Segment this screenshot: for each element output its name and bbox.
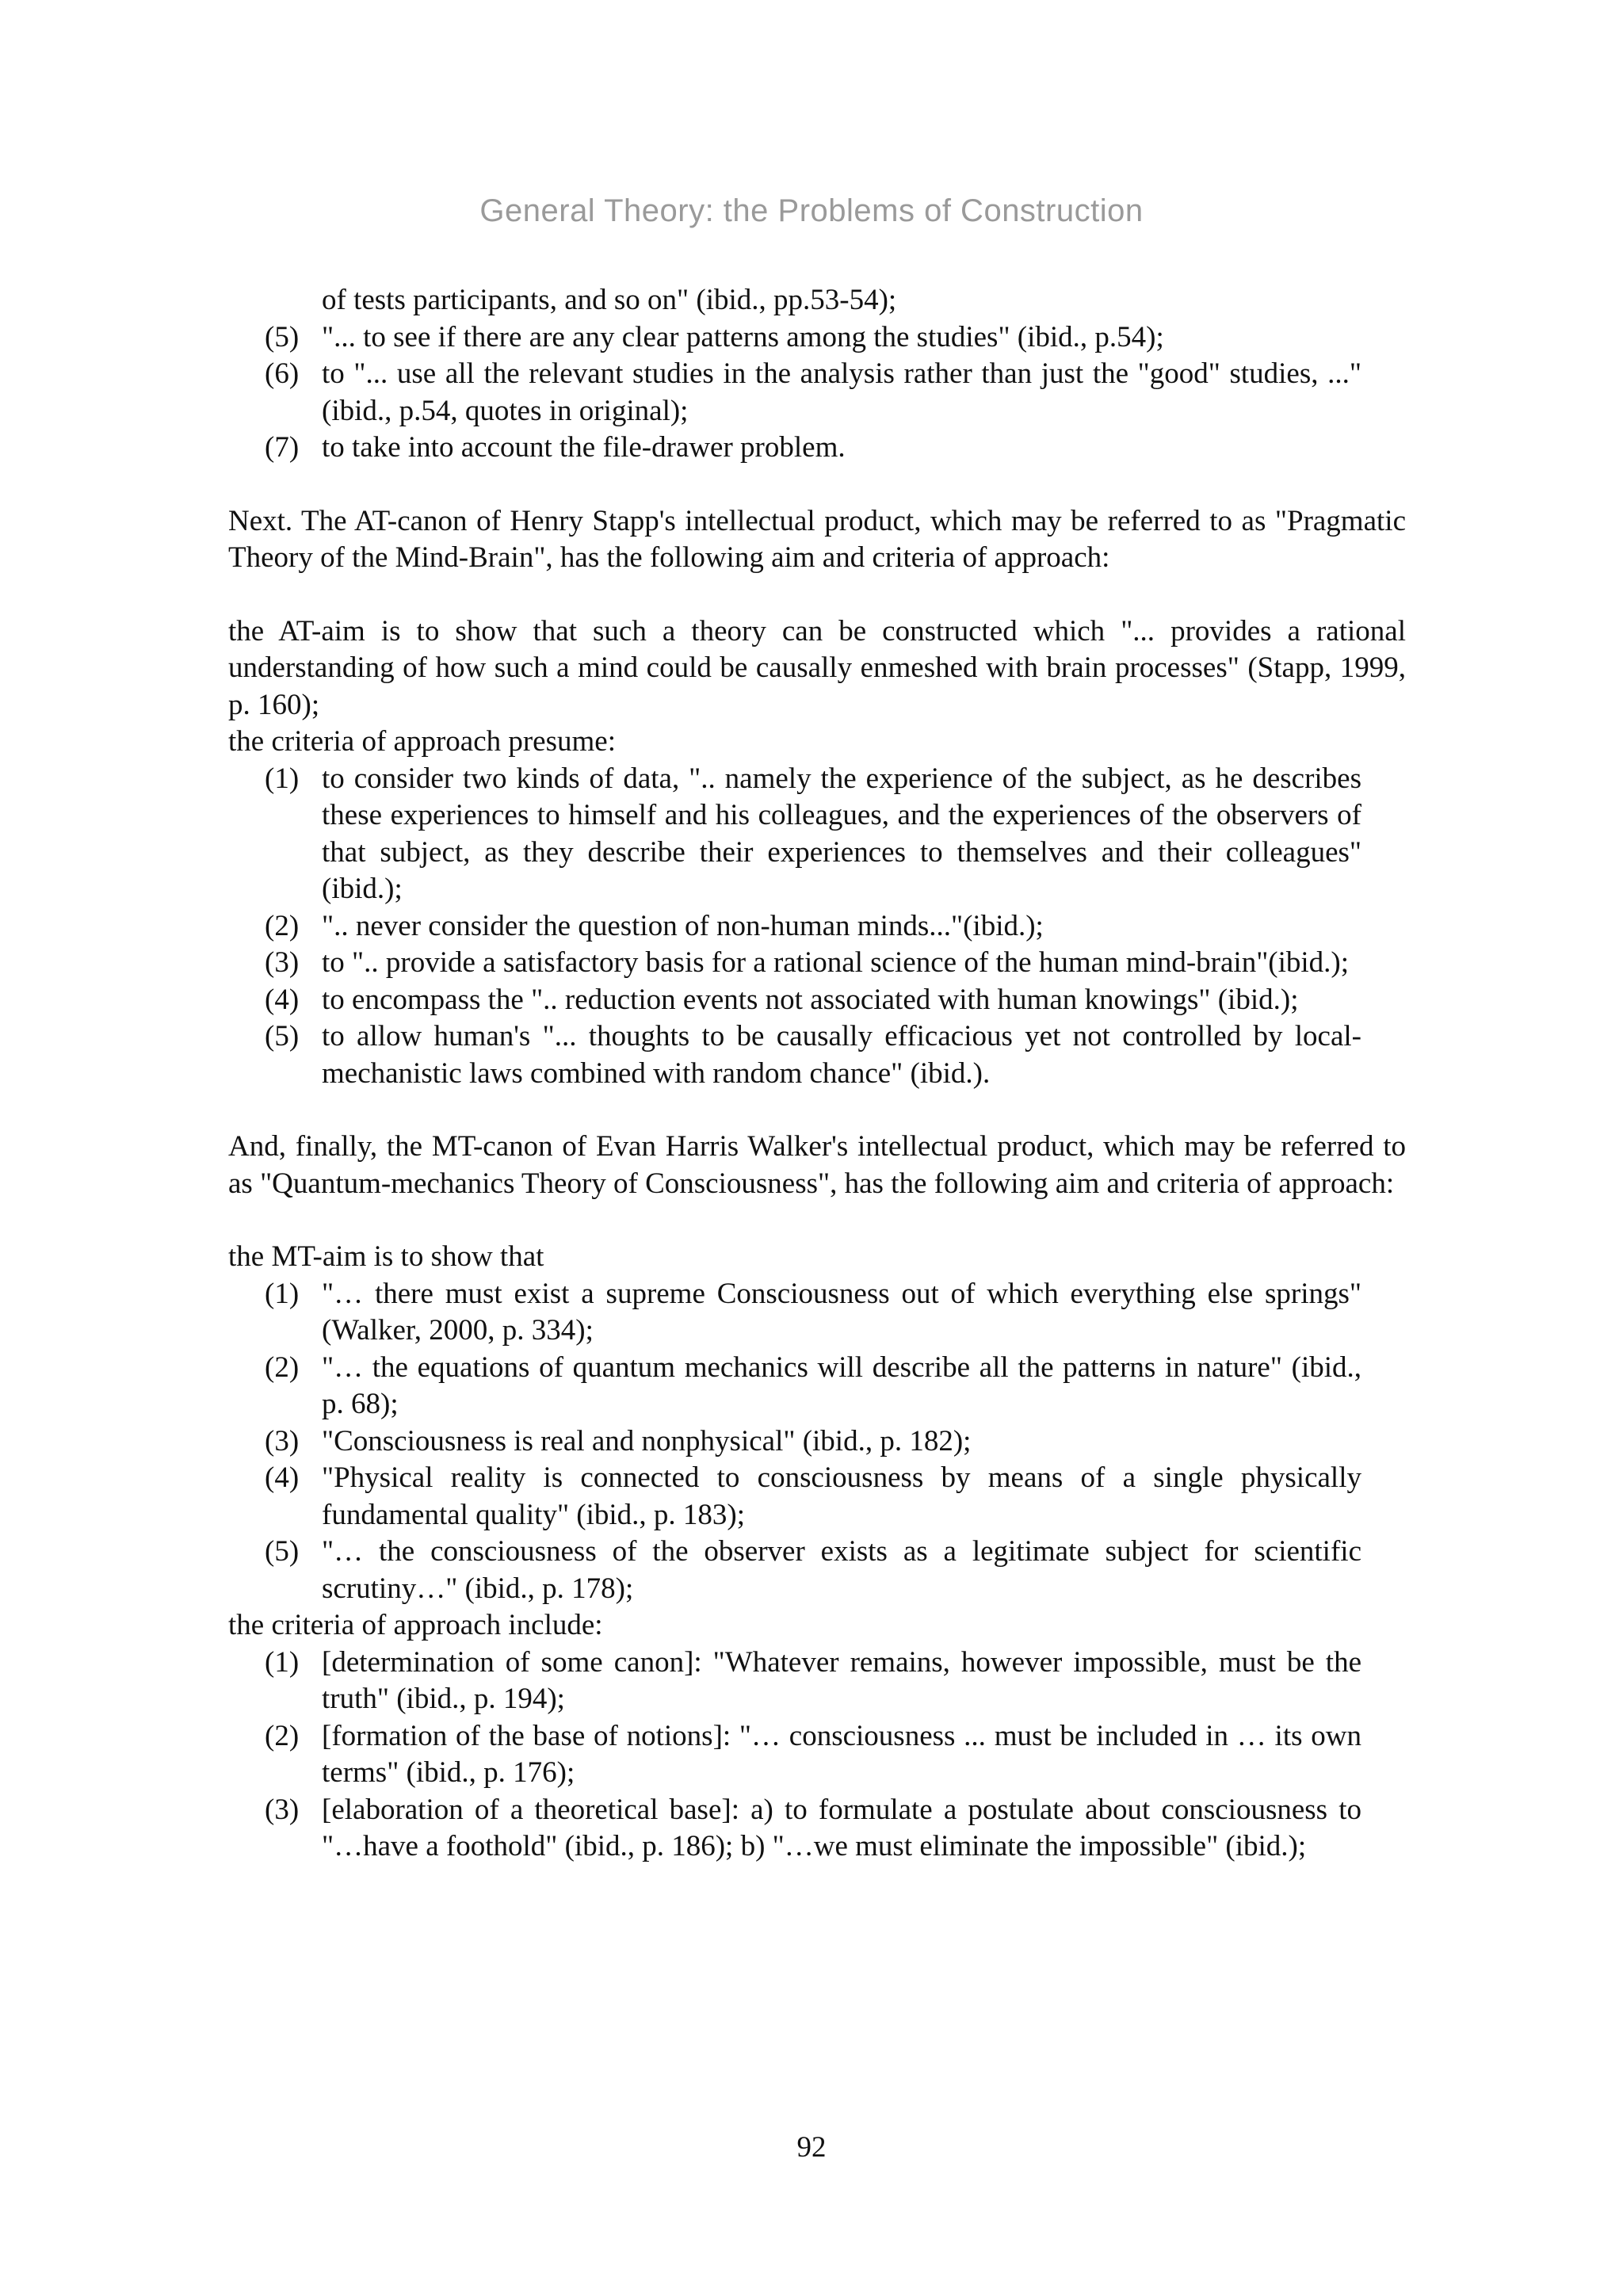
- list-text: "… the consciousness of the observer exists as a legitimate subject for scientific scrutiny…" (ibid., p. 178);: [322, 1535, 1361, 1605]
- list-item: [228, 1350, 1361, 1423]
- list-item: [228, 1534, 1361, 1607]
- list-item: [228, 1792, 1361, 1866]
- list-text: "… there must exist a supreme Consciousness out of which everything else springs" (Walker, 2000, p. 334);: [322, 1277, 1361, 1347]
- mt-aim-intro: the MT-aim is to show that: [228, 1240, 544, 1273]
- list-number: (1): [265, 1645, 300, 1679]
- list-item: [228, 761, 1361, 908]
- list-number: (4): [265, 1461, 300, 1494]
- list-text: to allow human's "... thoughts to be causally efficacious yet not controlled by local-mechanistic laws combined with random chance" (ibid.).: [322, 1020, 1361, 1090]
- paragraph-mt-canon: And, finally, the MT-canon of Evan Harris Walker's intellectual product, which may be referred to as "Quantum-mechanics Theory of Consciousness", has the following aim and criteria of approach:: [228, 1130, 1406, 1200]
- list-number: (4): [265, 983, 300, 1016]
- page-number: 92: [796, 2131, 827, 2164]
- list-number: (2): [265, 1719, 300, 1752]
- list-item: [228, 356, 1361, 430]
- list-number: (6): [265, 357, 300, 390]
- list-number: (5): [265, 1020, 300, 1052]
- list-text: to ".. provide a satisfactory basis for a rational science of the human mind-brain"(ibid.);: [322, 946, 1350, 979]
- list-text: [elaboration of a theoretical base]: a) to formulate a postulate about consciousness to "…have a foothold" (ibid., p. 186); b) "…we must eliminate the impossible" (ibid.);: [322, 1793, 1361, 1862]
- list-number: (1): [265, 1277, 300, 1310]
- list-item: [228, 319, 1361, 357]
- list-text: "Consciousness is real and nonphysical" (ibid., p. 182);: [322, 1424, 972, 1457]
- at-aim-paragraph: the AT-aim is to show that such a theory can be constructed which "... provides a rational understanding of how such a mind could be causally enmeshed with brain processes" (Stapp, 1999, p. 160);: [228, 614, 1406, 721]
- list-number: (5): [265, 320, 300, 353]
- list-item: [228, 1645, 1361, 1718]
- list-item: [228, 982, 1361, 1019]
- list-item: [228, 908, 1361, 946]
- list-item: [228, 430, 1361, 467]
- list-number: (3): [265, 946, 300, 979]
- paragraph-at-canon: Next. The AT-canon of Henry Stapp's intellectual product, which may be referred to as "Pragmatic Theory of the Mind-Brain", has the following aim and criteria of approach:: [228, 504, 1406, 574]
- list-item: [228, 1018, 1361, 1092]
- list-item: [228, 1718, 1361, 1792]
- running-header: General Theory: the Problems of Construction: [479, 193, 1144, 228]
- list-text: to consider two kinds of data, ".. namely the experience of the subject, as he describes these experiences to himself and his colleagues, and the experiences of the observers of that subject, as they describe their experiences to themselves and their colleagues"(ibid.);: [322, 762, 1361, 905]
- list-text: to "... use all the relevant studies in the analysis rather than just the "good" studies, ..." (ibid., p.54, quotes in original);: [322, 357, 1361, 427]
- list-text: "Physical reality is connected to consciousness by means of a single physically fundamental quality" (ibid., p. 183);: [322, 1461, 1361, 1531]
- criteria-intro: the criteria of approach include:: [228, 1609, 603, 1641]
- list-text: to encompass the ".. reduction events not associated with human knowings" (ibid.);: [322, 983, 1299, 1016]
- list-item: [228, 1423, 1361, 1461]
- list-number: (5): [265, 1535, 300, 1568]
- list-number: (3): [265, 1793, 300, 1826]
- list-item: [228, 1276, 1361, 1350]
- criteria-intro: the criteria of approach presume:: [228, 725, 616, 758]
- list-text: to take into account the file-drawer problem.: [322, 431, 846, 464]
- page-body: [228, 282, 1406, 1866]
- list-number: (2): [265, 909, 300, 942]
- list-number: (3): [265, 1424, 300, 1457]
- list-item: [228, 945, 1361, 982]
- list-text: "... to see if there are any clear patterns among the studies" (ibid., p.54);: [322, 320, 1164, 353]
- list-number: (2): [265, 1350, 300, 1384]
- list-text: "… the equations of quantum mechanics will describe all the patterns in nature" (ibid., p. 68);: [322, 1350, 1361, 1420]
- list-text: [determination of some canon]: "Whatever remains, however impossible, must be the truth" (ibid., p. 194);: [322, 1645, 1361, 1715]
- list-text: [formation of the base of notions]: "… consciousness ... must be included in … its own terms" (ibid., p. 176);: [322, 1719, 1361, 1789]
- list-item: [228, 1460, 1361, 1534]
- list-number: (1): [265, 762, 300, 795]
- list-number: (7): [265, 431, 300, 464]
- list-item-continuation: of tests participants, and so on" (ibid., pp.53-54);: [322, 284, 897, 316]
- list-text: ".. never consider the question of non-human minds..."(ibid.);: [322, 909, 1044, 942]
